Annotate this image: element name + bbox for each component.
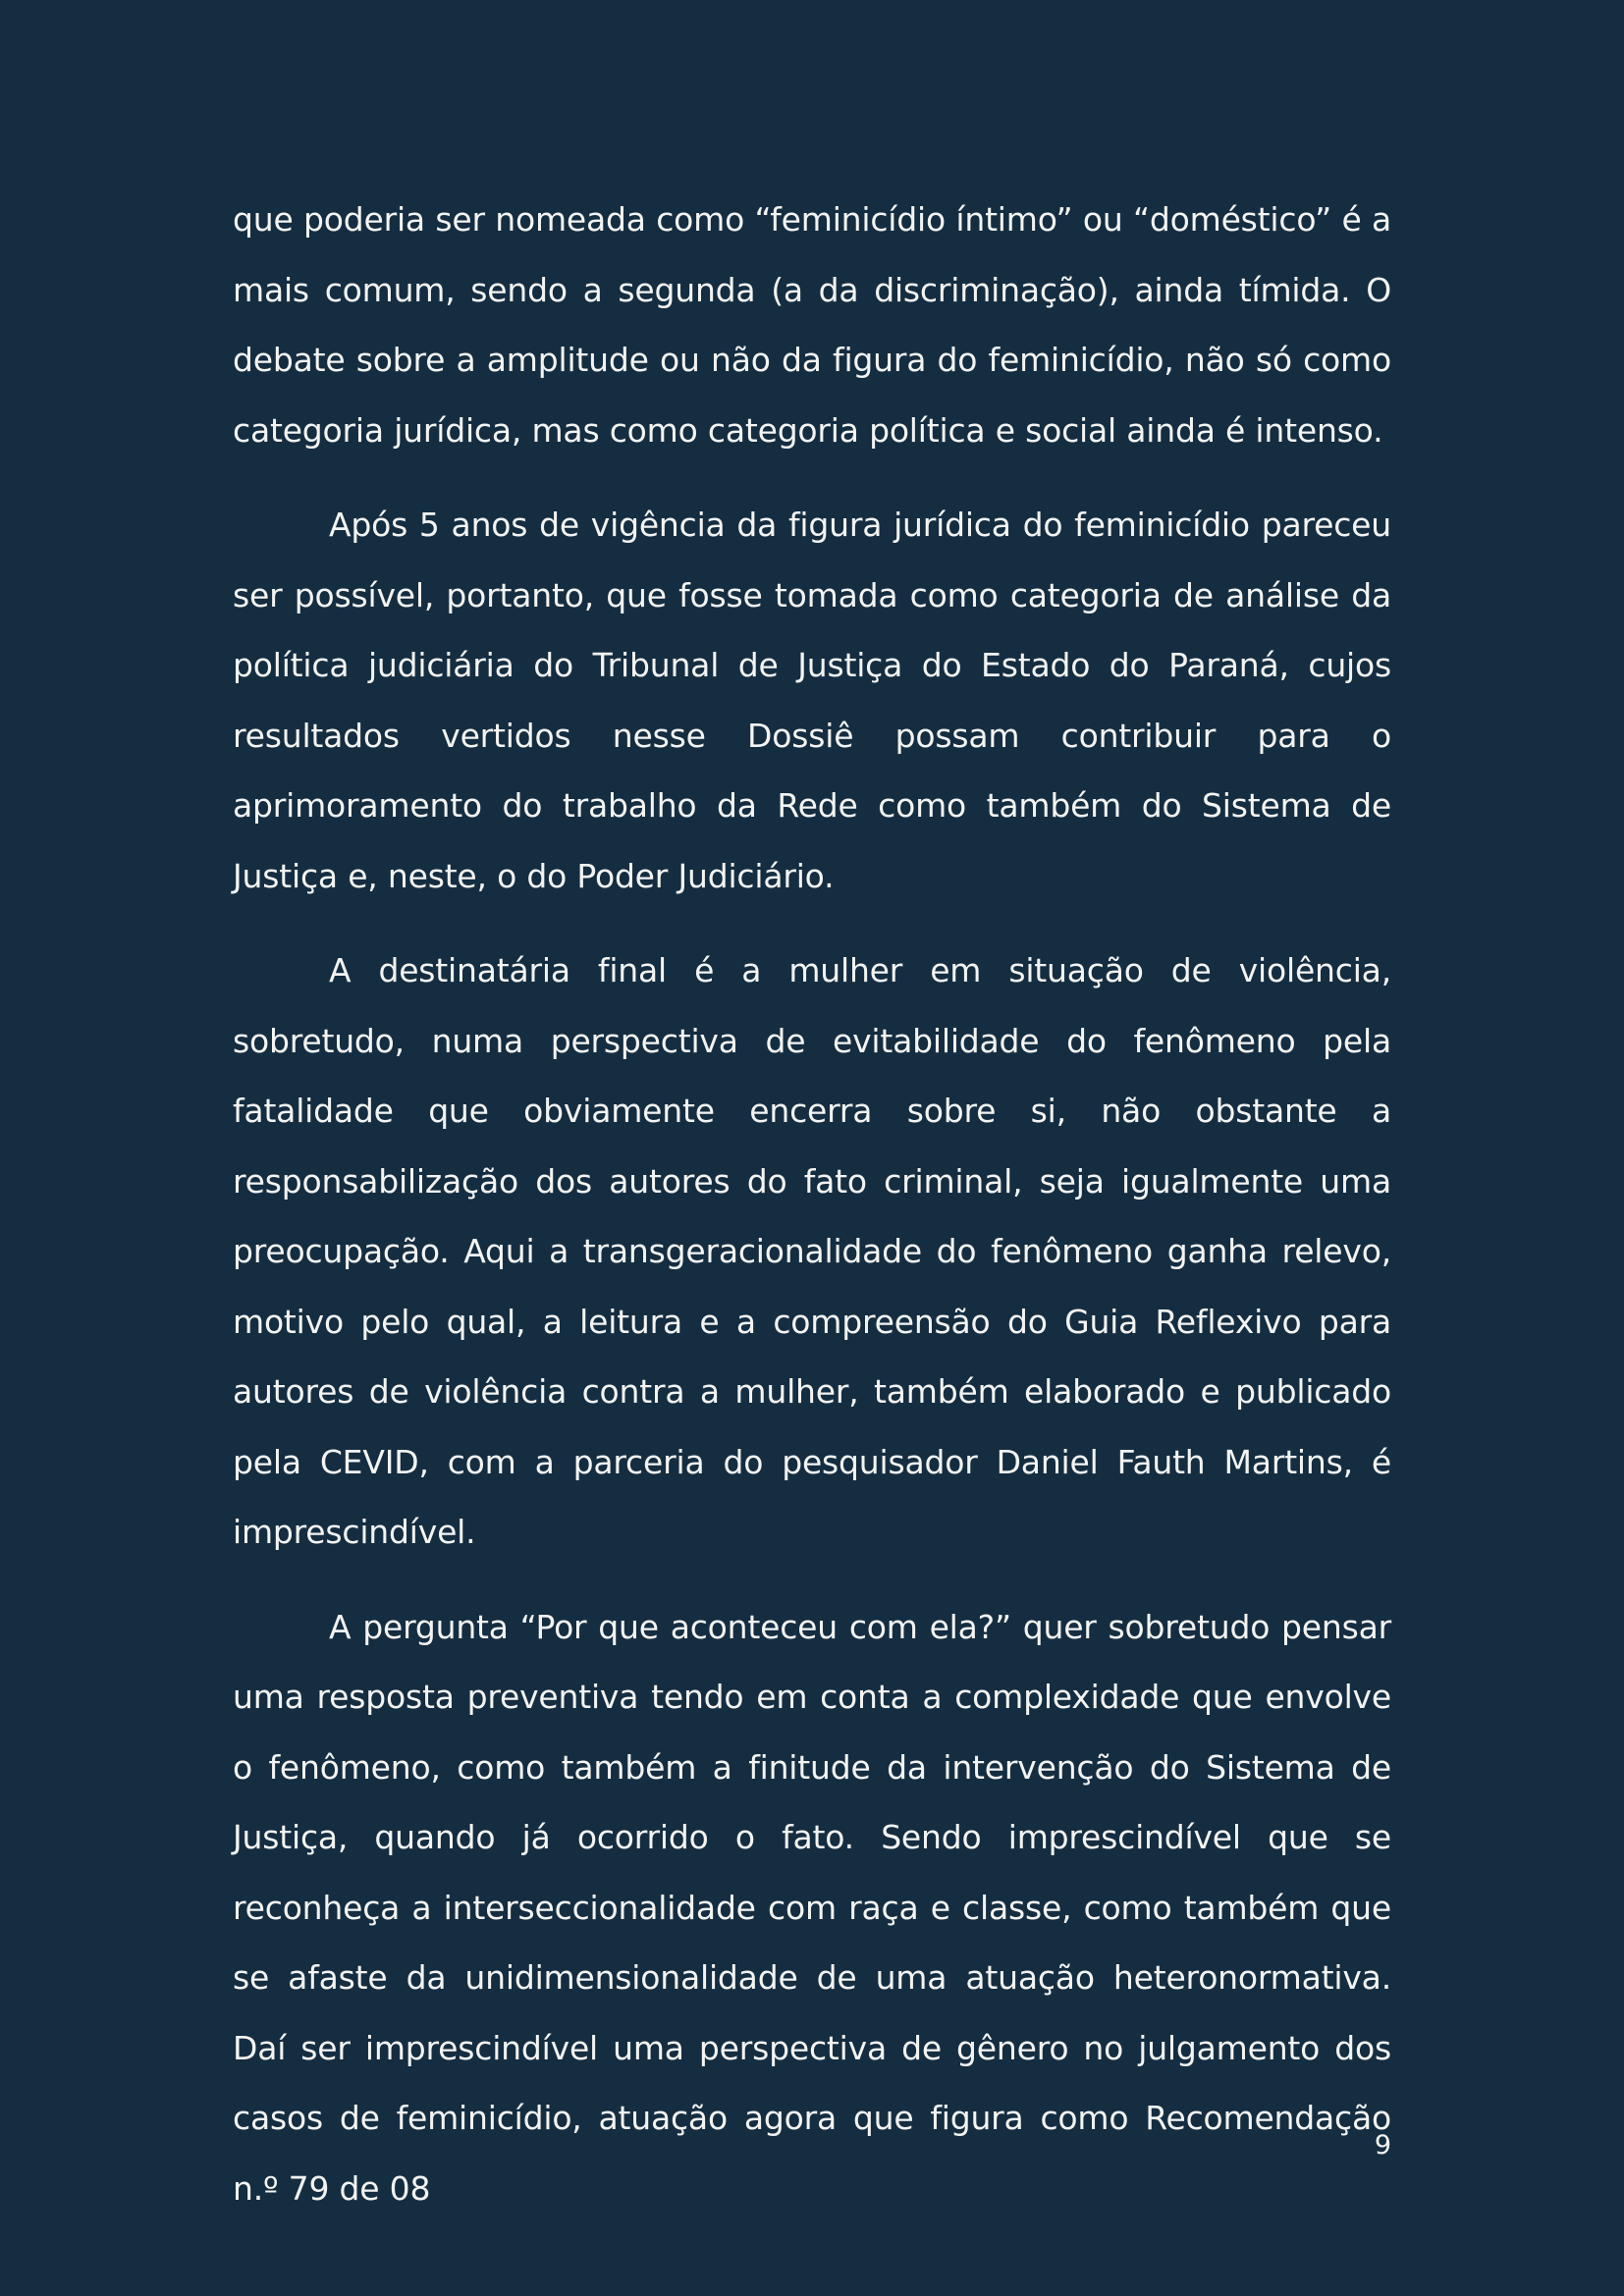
page-number: 9 [1374, 2130, 1391, 2161]
paragraph-4: A pergunta “Por que aconteceu com ela?” quer sobretudo pensar uma resposta preventiva tendo em conta a complexidade que envolve o fenômeno, como também a finitude da intervenção do Sistema de Justiça, quando já ocorrido o fato. Sendo imprescindível que se reconheça a interseccionalidade com raça e classe, como também que se afaste da unidimensionalidade de uma atuação heteronormativa. Daí ser imprescindível uma perspectiva de gênero no julgamento dos casos de feminicídio, atuação agora que figura como Recomendação n.º 79 de 08 [233, 1607, 1391, 2208]
paragraph-3: A destinatária final é a mulher em situação de violência, sobretudo, numa perspectiva de evitabilidade do fenômeno pela fatalidade que obviamente encerra sobre si, não obstante a responsabilização dos autores do fato criminal, seja igualmente uma preocupação. Aqui a transgeracionalidade do fenômeno ganha relevo, motivo pelo qual, a leitura e a compreensão do Guia Reflexivo para autores de violência contra a mulher, também elaborado e publicado pela CEVID, com a parceria do pesquisador Daniel Fauth Martins, é imprescindível. [233, 951, 1391, 1551]
paragraph-1: que poderia ser nomeada como “feminicídio íntimo” ou “doméstico” é a mais comum, sendo a segunda (a da discriminação), ainda tímida. O debate sobre a amplitude ou não da figura do feminicídio, não só como categoria jurídica, mas como categoria política e social ainda é intenso. [233, 200, 1391, 450]
body-text [233, 185, 1391, 2248]
paragraph-2: Após 5 anos de vigência da figura jurídica do feminicídio pareceu ser possível, portanto, que fosse tomada como categoria de análise da política judiciária do Tribunal de Justiça do Estado do Paraná, cujos resultados vertidos nesse Dossiê possam contribuir para o aprimoramento do trabalho da Rede como também do Sistema de Justiça e, neste, o do Poder Judiciário. [233, 506, 1391, 895]
